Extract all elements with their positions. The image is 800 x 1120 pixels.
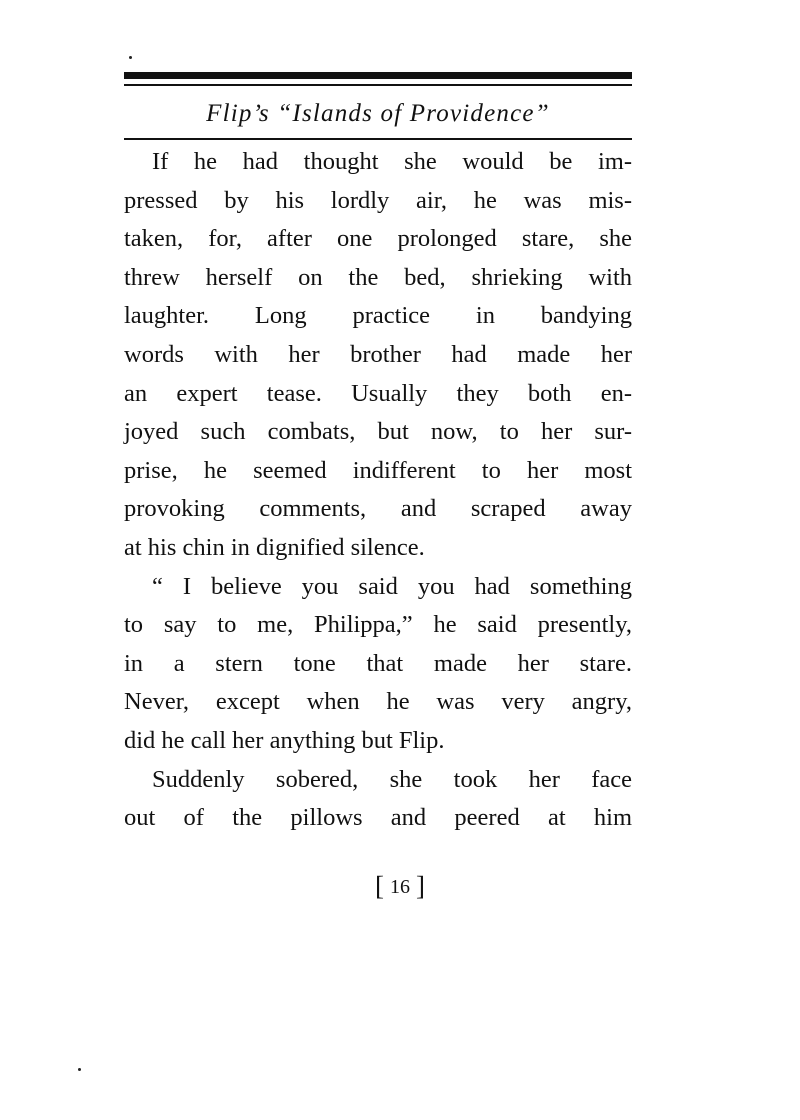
- text-line: to say to me, Philippa,” he said presently,: [124, 611, 632, 639]
- text-line: Suddenly sobered, she took her face: [152, 765, 632, 793]
- text-line: did he call her anything but Flip.: [124, 726, 445, 754]
- folio-open-bracket: [: [375, 871, 384, 901]
- text-line: laughter. Long practice in bandying: [124, 302, 632, 330]
- text-line: threw herself on the bed, shrieking with: [124, 263, 632, 291]
- text-line: an expert tease. Usually they both en-: [124, 379, 632, 407]
- text-line: “ I believe you said you had something: [152, 572, 632, 600]
- text-line: out of the pillows and peered at him: [124, 804, 632, 832]
- scan-speck: [78, 1068, 81, 1071]
- text-line: at his chin in dignified silence.: [124, 533, 425, 561]
- text-line: prise, he seemed indifferent to her most: [124, 456, 632, 484]
- body-text: [124, 143, 632, 838]
- text-line: provoking comments, and scraped away: [124, 495, 632, 523]
- text-line: pressed by his lordly air, he was mis-: [124, 186, 632, 214]
- running-head: Flip’s “Islands of Providence”: [206, 100, 550, 127]
- scan-speck: [129, 56, 132, 59]
- text-line: Never, except when he was very angry,: [124, 688, 632, 716]
- header-rule-thin: [124, 84, 632, 86]
- folio-close-bracket: ]: [416, 871, 425, 901]
- text-line: taken, for, after one prolonged stare, she: [124, 225, 632, 253]
- header-rule-thick: [124, 72, 632, 79]
- text-line: If he had thought she would be im-: [152, 148, 632, 175]
- header-rule-bottom: [124, 138, 632, 140]
- folio-number: 16: [390, 876, 410, 898]
- text-line: in a stern tone that made her stare.: [124, 649, 632, 677]
- text-line: joyed such combats, but now, to her sur-: [124, 418, 632, 446]
- text-line: words with her brother had made her: [124, 340, 632, 368]
- page-number: [0, 866, 800, 907]
